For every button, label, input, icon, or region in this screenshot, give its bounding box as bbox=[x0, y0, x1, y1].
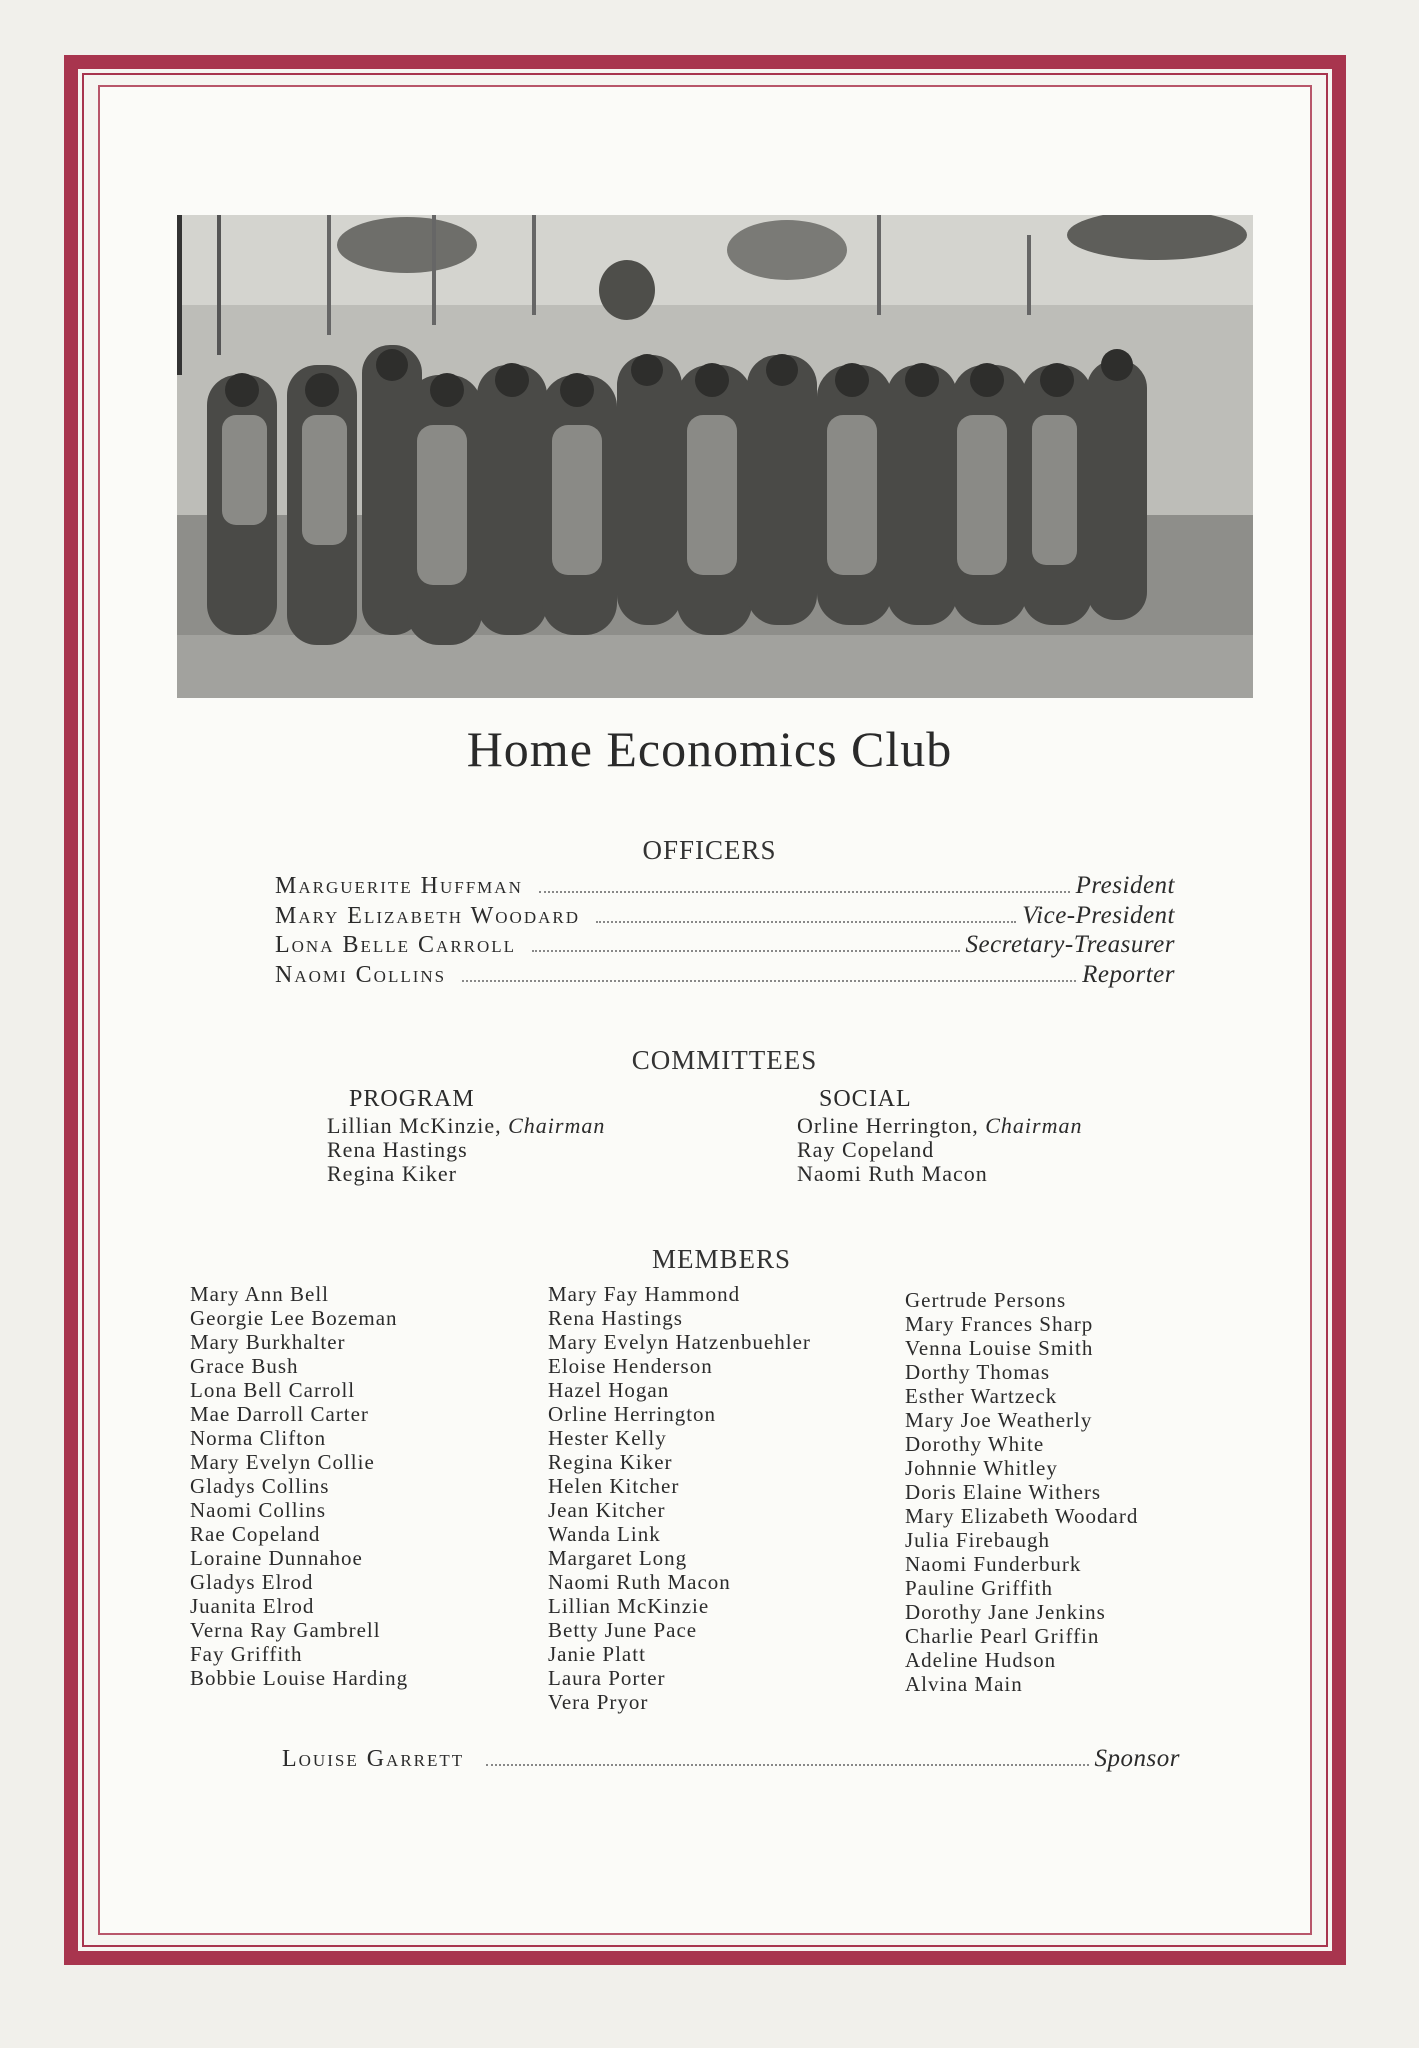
member-name: Eloise Henderson bbox=[548, 1354, 713, 1378]
leader-dots bbox=[462, 980, 1076, 982]
member-name: Dorothy White bbox=[905, 1432, 1045, 1456]
leader-dots bbox=[486, 1764, 1088, 1766]
members-column-3 bbox=[905, 1288, 1138, 1696]
member-name: Mary Frances Sharp bbox=[905, 1312, 1094, 1336]
page-title: Home Economics Club bbox=[466, 721, 953, 777]
member-name: Pauline Griffith bbox=[905, 1576, 1054, 1600]
officer-name: Mary Elizabeth Woodard bbox=[275, 902, 580, 929]
member-name: Gertrude Persons bbox=[905, 1288, 1067, 1312]
sponsor-name: Louise Garrett bbox=[282, 1746, 465, 1772]
leader-dots bbox=[539, 891, 1070, 893]
committee-member: Ray Copeland bbox=[797, 1137, 935, 1162]
members-column-1 bbox=[190, 1282, 408, 1690]
members-column-2 bbox=[548, 1282, 811, 1714]
member-name: Verna Ray Gambrell bbox=[190, 1618, 381, 1642]
member-name: Esther Wartzeck bbox=[905, 1384, 1058, 1408]
officer-row bbox=[275, 931, 1175, 961]
member-name: Johnnie Whitley bbox=[905, 1456, 1058, 1480]
member-name: Bobbie Louise Harding bbox=[190, 1666, 409, 1690]
member-name: Jean Kitcher bbox=[548, 1498, 666, 1522]
member-name: Betty June Pace bbox=[548, 1618, 698, 1642]
member-name: Juanita Elrod bbox=[190, 1594, 315, 1618]
member-name: Mae Darroll Carter bbox=[190, 1402, 369, 1426]
member-name: Dorthy Thomas bbox=[905, 1360, 1051, 1384]
social-chair: Orline Herrington, Chairman bbox=[797, 1113, 1083, 1138]
committee-member: Rena Hastings bbox=[327, 1137, 468, 1162]
member-name: Regina Kiker bbox=[548, 1450, 673, 1474]
social-heading: SOCIAL bbox=[819, 1086, 912, 1112]
member-name: Doris Elaine Withers bbox=[905, 1480, 1102, 1504]
member-name: Rae Copeland bbox=[190, 1522, 321, 1546]
member-name: Georgie Lee Bozeman bbox=[190, 1306, 398, 1330]
member-name: Mary Evelyn Collie bbox=[190, 1450, 375, 1474]
officer-name: Marguerite Huffman bbox=[275, 873, 523, 899]
member-name: Mary Elizabeth Woodard bbox=[905, 1504, 1139, 1528]
officer-role: Vice-President bbox=[1022, 901, 1175, 929]
member-name: Gladys Collins bbox=[190, 1474, 330, 1498]
member-name: Fay Griffith bbox=[190, 1642, 303, 1666]
member-name: Vera Pryor bbox=[548, 1690, 649, 1714]
member-name: Naomi Collins bbox=[190, 1498, 327, 1522]
member-name: Naomi Ruth Macon bbox=[548, 1570, 731, 1594]
chair-role: Chairman bbox=[985, 1113, 1083, 1138]
member-name: Mary Joe Weatherly bbox=[905, 1408, 1093, 1432]
member-name: Charlie Pearl Griffin bbox=[905, 1624, 1100, 1648]
leader-dots bbox=[532, 950, 959, 952]
social-committee bbox=[797, 1087, 1082, 1186]
member-name: Rena Hastings bbox=[548, 1306, 683, 1330]
officers-heading: OFFICERS bbox=[642, 835, 777, 865]
member-name: Hazel Hogan bbox=[548, 1378, 670, 1402]
member-name: Adeline Hudson bbox=[905, 1648, 1057, 1672]
members-heading: MEMBERS bbox=[651, 1244, 792, 1274]
member-name: Grace Bush bbox=[190, 1354, 299, 1378]
leader-dots bbox=[596, 921, 1016, 923]
officer-role: President bbox=[1075, 872, 1175, 899]
member-name: Mary Ann Bell bbox=[190, 1282, 329, 1306]
officer-row bbox=[275, 961, 1175, 991]
member-name: Gladys Elrod bbox=[190, 1570, 314, 1594]
program-committee bbox=[327, 1087, 605, 1186]
member-name: Dorothy Jane Jenkins bbox=[905, 1600, 1106, 1624]
member-name: Janie Platt bbox=[548, 1642, 646, 1666]
member-name: Norma Clifton bbox=[190, 1426, 327, 1450]
officer-row bbox=[275, 902, 1175, 932]
officer-row bbox=[275, 872, 1175, 902]
committees-heading: COMMITTEES bbox=[631, 1045, 818, 1075]
officer-name: Naomi Collins bbox=[275, 961, 447, 988]
member-name: Loraine Dunnahoe bbox=[190, 1546, 363, 1570]
member-name: Hester Kelly bbox=[548, 1426, 667, 1450]
chair-role: Chairman bbox=[508, 1113, 606, 1138]
committee-member: Naomi Ruth Macon bbox=[797, 1161, 988, 1186]
program-heading: PROGRAM bbox=[349, 1086, 475, 1112]
member-name: Lona Bell Carroll bbox=[190, 1378, 356, 1402]
member-name: Julia Firebaugh bbox=[905, 1528, 1051, 1552]
member-name: Mary Fay Hammond bbox=[548, 1282, 741, 1306]
member-name: Margaret Long bbox=[548, 1546, 688, 1570]
member-name: Wanda Link bbox=[548, 1522, 661, 1546]
officer-role: Secretary-Treasurer bbox=[965, 931, 1175, 958]
member-name: Helen Kitcher bbox=[548, 1474, 680, 1498]
member-name: Lillian McKinzie bbox=[548, 1594, 710, 1618]
committee-member: Regina Kiker bbox=[327, 1161, 457, 1186]
member-name: Naomi Funderburk bbox=[905, 1552, 1082, 1576]
sponsor-line bbox=[282, 1745, 1180, 1773]
member-name: Mary Burkhalter bbox=[190, 1330, 346, 1354]
club-group-photo bbox=[177, 215, 1253, 698]
member-name: Laura Porter bbox=[548, 1666, 666, 1690]
member-name: Alvina Main bbox=[905, 1672, 1023, 1696]
sponsor-role: Sponsor bbox=[1094, 1745, 1180, 1772]
officer-role: Reporter bbox=[1082, 960, 1175, 988]
officers-list bbox=[275, 872, 1175, 990]
officer-name: Lona Belle Carroll bbox=[275, 932, 517, 958]
member-name: Orline Herrington bbox=[548, 1402, 717, 1426]
program-chair: Lillian McKinzie, Chairman bbox=[327, 1113, 606, 1138]
member-name: Venna Louise Smith bbox=[905, 1336, 1094, 1360]
member-name: Mary Evelyn Hatzenbuehler bbox=[548, 1330, 811, 1354]
